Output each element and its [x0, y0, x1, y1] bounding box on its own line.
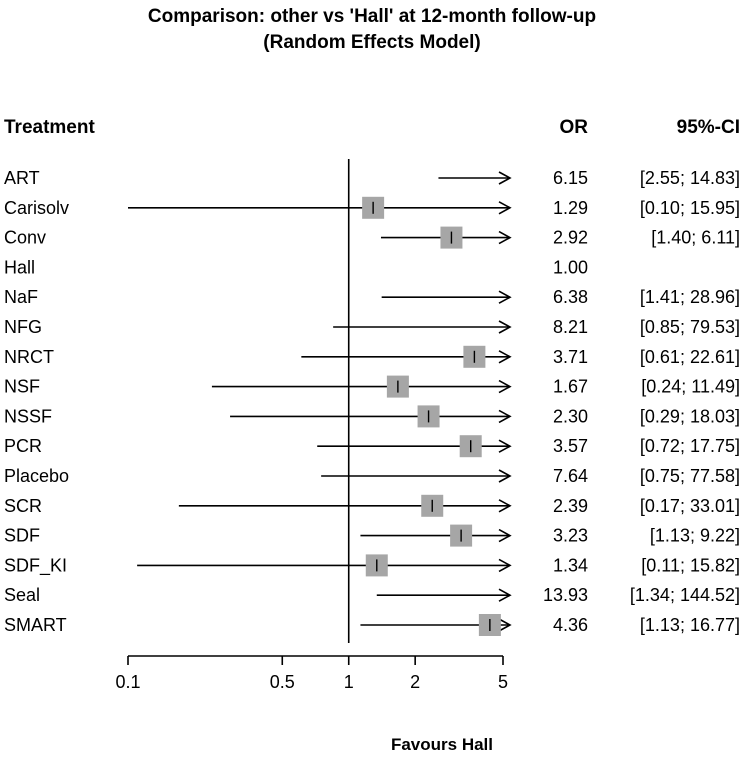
or-value: 4.36 — [552, 615, 588, 635]
ci-value: [1.34; 144.52] — [629, 585, 740, 606]
chart-title-line2: (Random Effects Model) — [263, 32, 481, 53]
ci-value: [0.29; 18.03] — [639, 406, 740, 427]
or-value: 2.30 — [552, 406, 588, 427]
or-value: 7.64 — [552, 466, 588, 486]
or-value: 3.71 — [552, 346, 588, 367]
axis-tick-label: 2 — [410, 672, 421, 692]
treatment-label: NSF — [4, 376, 40, 397]
or-value: 1.34 — [552, 555, 588, 576]
treatment-label: ART — [4, 168, 40, 188]
ci-value: [0.11; 15.82] — [641, 555, 740, 576]
column-header-treatment: Treatment — [4, 117, 95, 138]
or-value: 2.39 — [552, 495, 588, 516]
treatment-label: Conv — [4, 227, 47, 248]
column-header-or: OR — [559, 117, 588, 138]
axis-tick-label: 1 — [343, 672, 354, 692]
ci-value: [0.85; 79.53] — [639, 317, 740, 337]
ci-value: [1.13; 16.77] — [639, 615, 740, 635]
ci-value: [0.75; 77.58] — [639, 466, 740, 486]
or-value: 13.93 — [542, 585, 588, 606]
ci-value: [0.61; 22.61] — [639, 346, 740, 367]
ci-value: [0.24; 11.49] — [641, 376, 740, 397]
or-value: 1.00 — [552, 257, 588, 278]
treatment-label: SDF — [4, 525, 40, 546]
or-value: 3.57 — [552, 436, 588, 457]
ci-value: [0.72; 17.75] — [639, 436, 740, 457]
or-value: 3.23 — [552, 525, 588, 546]
treatment-label: NaF — [4, 287, 39, 308]
axis-title: Favours Hall — [390, 735, 494, 754]
treatment-label: NSSF — [4, 406, 53, 427]
ci-value: [0.10; 15.95] — [639, 197, 740, 218]
ci-value: [1.40; 6.11] — [651, 227, 740, 248]
treatment-label: SCR — [4, 495, 43, 516]
or-value: 8.21 — [552, 317, 588, 337]
or-value: 2.92 — [552, 227, 588, 248]
or-value: 1.29 — [552, 197, 588, 218]
treatment-label: NRCT — [4, 346, 54, 367]
axis-tick-label: 0.1 — [115, 672, 141, 692]
treatment-label: SMART — [4, 615, 67, 635]
axis-tick-label: 5 — [497, 672, 509, 692]
or-value: 6.38 — [552, 287, 588, 308]
ci-value: [1.13; 9.22] — [649, 525, 740, 546]
ci-value: [2.55; 14.83] — [639, 168, 740, 188]
treatment-label: NFG — [4, 317, 42, 337]
ci-value: [0.17; 33.01] — [639, 495, 740, 516]
column-header-ci: 95%-CI — [676, 117, 740, 138]
treatment-label: PCR — [4, 436, 43, 457]
or-value: 1.67 — [552, 376, 588, 397]
or-value: 6.15 — [552, 168, 588, 188]
axis-tick-label: 0.5 — [269, 672, 295, 692]
treatment-label: SDF_KI — [4, 555, 68, 576]
ci-value: [1.41; 28.96] — [639, 287, 740, 308]
chart-title-line1: Comparison: other vs 'Hall' at 12-month follow-up — [147, 6, 597, 27]
treatment-label: Placebo — [4, 466, 70, 486]
treatment-label: Carisolv — [4, 197, 70, 218]
treatment-label: Hall — [4, 257, 36, 278]
treatment-label: Seal — [4, 585, 41, 606]
